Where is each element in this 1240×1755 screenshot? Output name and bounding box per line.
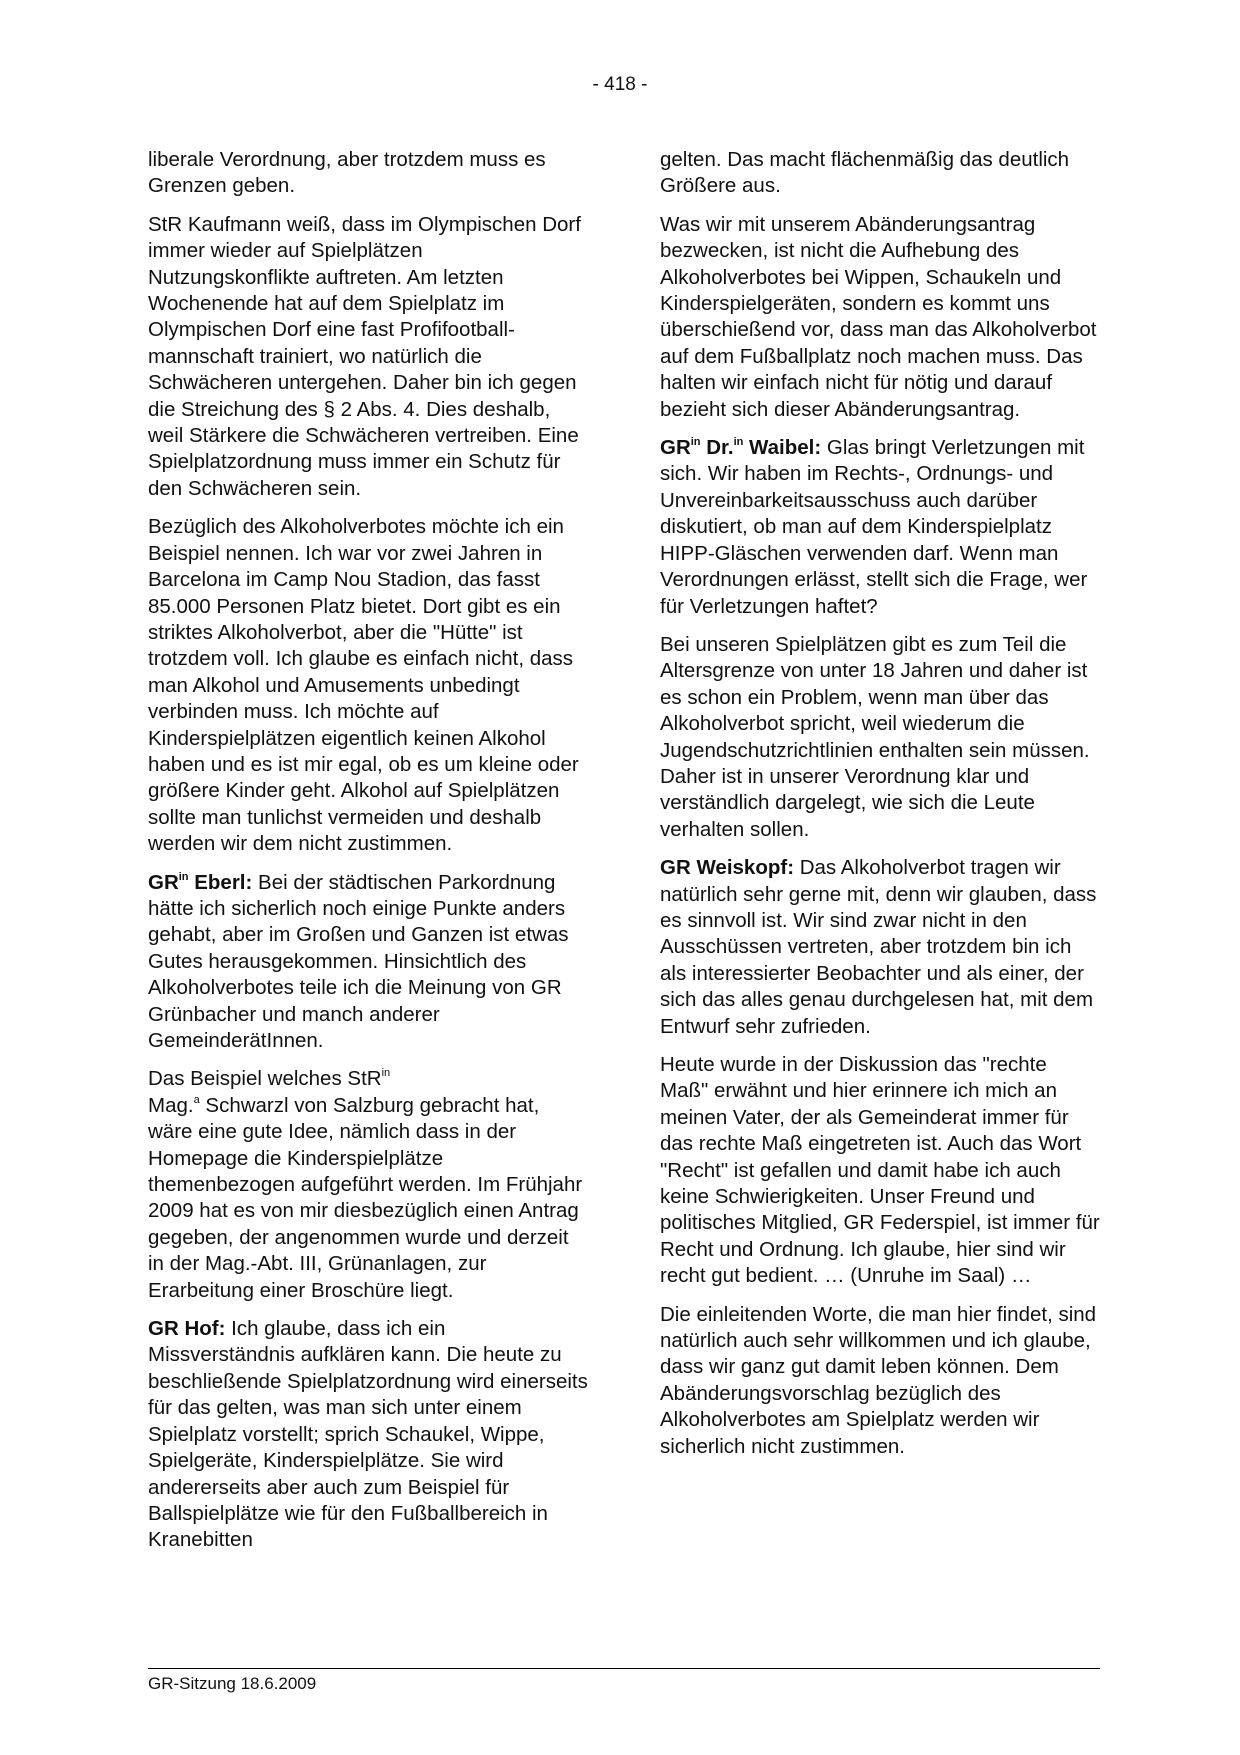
speech-weiskopf: GR Weiskopf: Das Alkoholverbot tragen wir natürlich sehr gerne mit, denn wir glauben, dass es sinnvoll ist. Wir sind zwar nicht in den Ausschüssen vertreten, aber trotzdem bin ich als interessierter Beobachter und als einer, der sich das alles genau durchgelesen hat, mit dem Entwurf sehr zufrieden. xyxy=(660,856,1097,1038)
paragraph: Heute wurde in der Diskussion das "rechte Maß" erwähnt und hier erinnere ich mich an meinen Vater, der als Gemeinderat immer für das rechte Maß eingetreten ist. Auch das Wort "Recht" ist gefallen und damit habe ich auch keine Schwierigkeiten. Unser Freund und politisches Mitglied, GR Federspiel, ist immer für Recht und Ordnung. Ich glaube, hier sind wir recht gut bedient. … (Unruhe im Saal) … xyxy=(660,1053,1100,1288)
speaker-name: $GR^{in}$ Dr.$^{in}$ Waibel: xyxy=(660,436,822,460)
speech-hof: GR Hof: Ich glaube, dass ich ein Missverständnis aufklären kann. Die heute zu beschließende Spielplatzordnung wird einerseits für das gelten, was man sich unter einem Spielplatz vorstellt; sprich Schaukel, Wippe, Spielgeräte, Kinderspielplätze. Sie wird andererseits aber auch zum Beispiel für Ballspielplätze wie für den Fußballbereich in Kranebitten xyxy=(148,1317,588,1552)
paragraph: Die einleitenden Worte, die man hier findet, sind natürlich auch sehr willkommen und ich glaube, dass wir ganz gut damit leben können. Dem Abänderungsvorschlag bezüglich des Alkoholverbotes am Spielplatz werden wir sicherlich nicht zustimmen. xyxy=(660,1302,1097,1458)
page-number: - 418 - xyxy=(592,74,648,95)
paragraph: StR Kaufmann weiß, dass im Olympischen Dorf immer wieder auf Spielplätzen Nutzungskonflikte auftreten. Am letzten Wochenende hat auf dem Spielplatz im Olympischen Dorf eine fast Profifootball-mannschaft trainiert, wo natürlich die Schwächeren untergehen. Daher bin ich gegen die Streichung des § 2 Abs. 4. Dies deshalb, weil Stärkere die Schwächeren vertreiben. Eine Spielplatzordnung muss immer ein Schutz für den Schwächeren sein. xyxy=(148,212,581,500)
paragraph: gelten. Das macht flächenmäßig das deutlich Größere aus. xyxy=(660,148,1070,198)
speech-eberl: $GR^{in}$ Eberl: Bei der städtischen Parkordnung hätte ich sicherlich noch einige Punkte anders gehabt, aber im Großen und Ganzen ist etwas Gutes herausgekommen. Hinsichtlich des Alkoholverbotes teile ich die Meinung von GR Grünbacher und manch anderer GemeinderätInnen. xyxy=(148,870,569,1052)
paragraph: liberale Verordnung, aber trotzdem muss es Grenzen geben. xyxy=(148,148,546,198)
footer-divider xyxy=(148,1668,1100,1669)
left-column xyxy=(148,147,588,1566)
right-column xyxy=(660,147,1100,1472)
speech-waibel: $GR^{in}$ Dr.$^{in}$ Waibel: Glas bringt Verletzungen mit sich. Wir haben im Rechts-, Ordnungs- und Unvereinbarkeitsausschuss auch darüber diskutiert, ob man auf dem Kinderspielplatz HIPP-Gläschen verwenden darf. Wenn man Verordnungen erlässt, stellt sich die Frage, wer für Verletzungen haftet? xyxy=(660,436,1088,618)
speaker-name: $GR^{in}$ Eberl: xyxy=(148,870,253,894)
speaker-name: GR Weiskopf: xyxy=(660,856,795,880)
footer-text: GR-Sitzung 18.6.2009 xyxy=(148,1674,317,1693)
paragraph: Was wir mit unserem Abänderungsantrag bezwecken, ist nicht die Aufhebung des Alkoholverbotes bei Wippen, Schaukeln und Kinderspielgeräten, sondern es kommt uns überschießend vor, dass man das Alkoholverbot auf dem Fußballplatz noch machen muss. Das halten wir einfach nicht für nötig und darauf bezieht sich dieser Abänderungsantrag. xyxy=(660,212,1097,421)
paragraph: Das Beispiel welches StR$^{in}$ Mag.$^a$ Schwarzl von Salzburg gebracht hat, wäre eine gute Idee, nämlich dass in der Homepage die Kinderspielplätze themenbezogen aufgeführt werden. Im Frühjahr 2009 hat es von mir diesbezüglich einen Antrag gegeben, der angenommen wurde und derzeit in der Mag.-Abt. III, Grünanlagen, zur Erarbeitung einer Broschüre liegt. xyxy=(148,1067,583,1302)
paragraph: Bezüglich des Alkoholverbotes möchte ich ein Beispiel nennen. Ich war vor zwei Jahren in Barcelona im Camp Nou Stadion, das fasst 85.000 Personen Platz bietet. Dort gibt es ein striktes Alkoholverbot, aber die "Hütte" ist trotzdem voll. Ich glaube es einfach nicht, dass man Alkohol und Amusements unbedingt verbinden muss. Ich möchte auf Kinderspielplätzen eigentlich keinen Alkohol haben und es ist mir egal, ob es um kleine oder größere Kinder geht. Alkohol auf Spielplätzen sollte man tunlichst vermeiden und deshalb werden wir dem nicht zustimmen. xyxy=(148,515,579,856)
speaker-name: GR Hof: xyxy=(148,1317,226,1341)
paragraph: Bei unseren Spielplätzen gibt es zum Teil die Altersgrenze von unter 18 Jahren und daher ist es schon ein Problem, wenn man über das Alkoholverbot spricht, weil wiederum die Jugendschutzrichtlinien enthalten sein müssen. Daher ist in unserer Verordnung klar und verständlich dargelegt, wie sich die Leute verhalten sollen. xyxy=(660,632,1090,841)
